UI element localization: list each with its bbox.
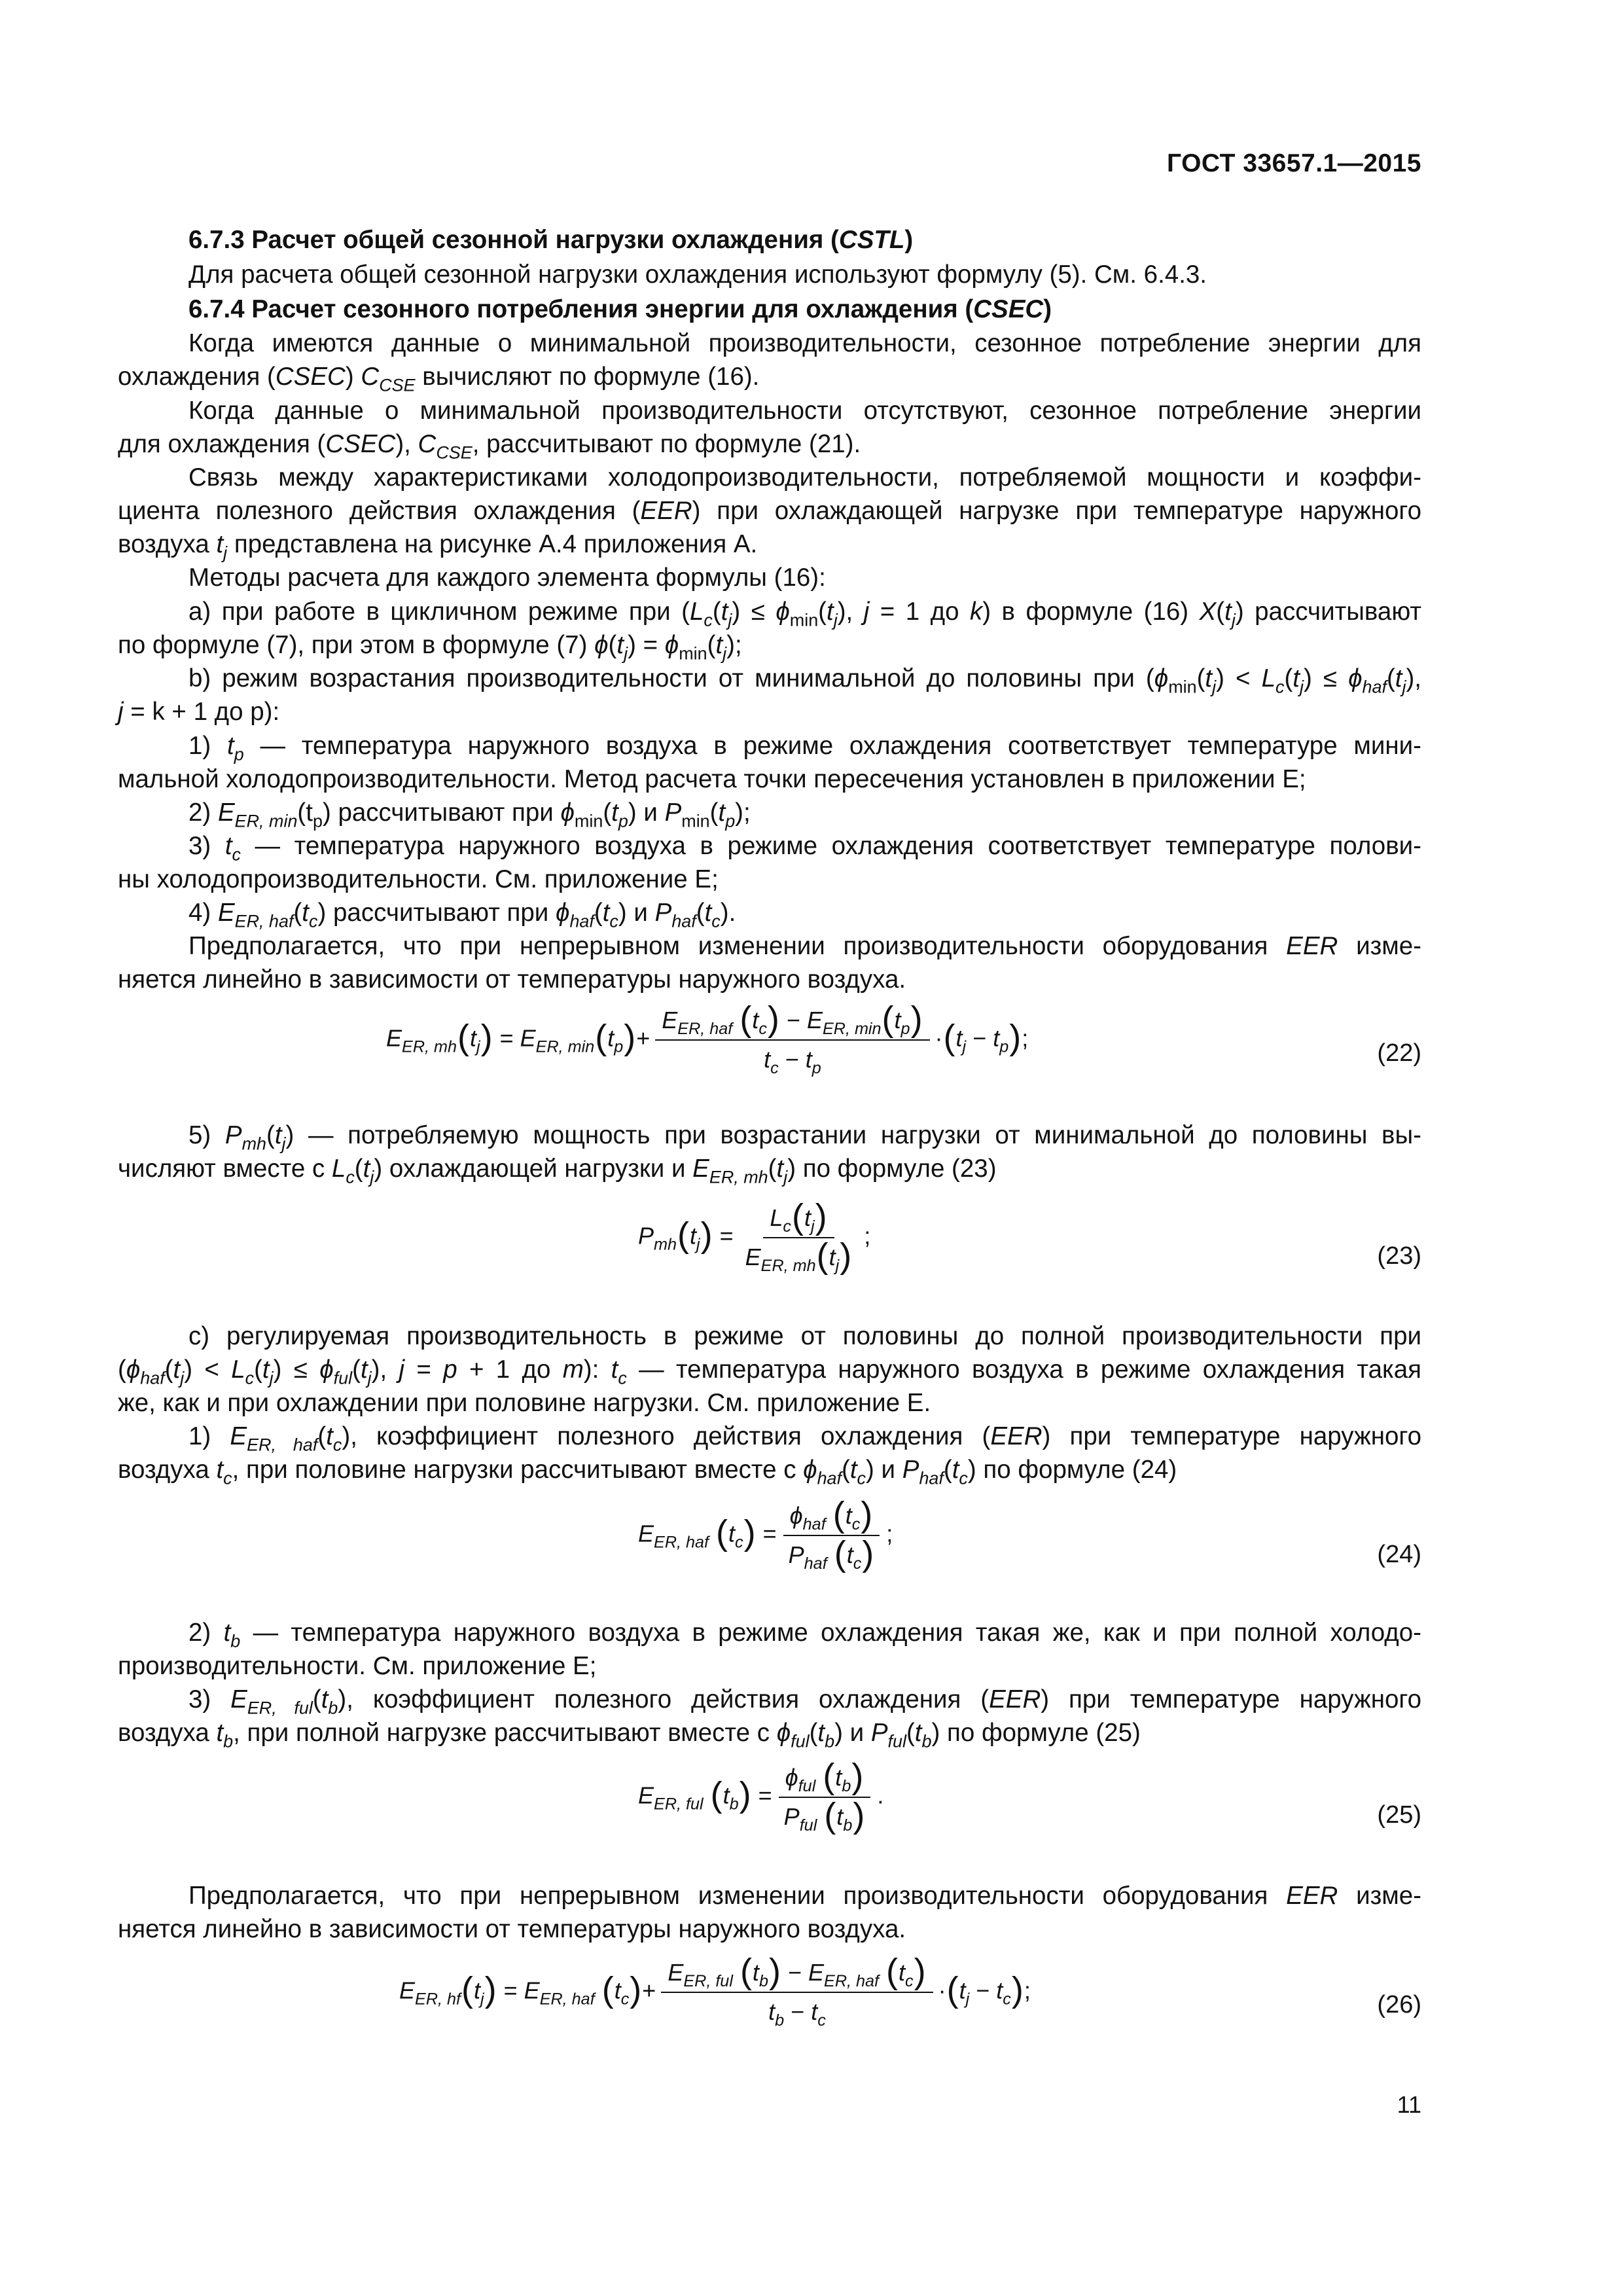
list-item: 1) $t_p$ — температура наружного воздуха в режиме охлаждения соответствует температуре мини- xyxy=(188,732,1421,764)
equation-number: (25) xyxy=(1377,1801,1421,1829)
paragraph-line: b) режим возрастания производительности от минимальной до половины при ($\phi_{min}(t_j) < L_c(t_j) \le \phi_{haf}(t_j)$, xyxy=(188,664,1421,697)
list-item-line: ны холодопроизводительности. См. приложение Е; xyxy=(118,865,719,893)
list-item-line: производительности. См. приложение Е; xyxy=(118,1652,597,1680)
list-item-line: воздуха $t_c$, при половине нагрузки рассчитывают вместе с $\phi_{haf}(t_c)$ и $P_{haf}(t_c)$ по формуле (24) xyxy=(118,1456,1177,1488)
paragraph-line: Когда данные о минимальной производительности отсутствуют, сезонное потребление энергии xyxy=(188,397,1421,425)
paragraph-line: а) при работе в цикличном режиме при ($L_c(t_j) \le \phi_{min}(t_j)$, j = 1 до k) в формуле (16) $X(t_j)$ рассчитывают xyxy=(188,598,1421,630)
equation-number: (24) xyxy=(1377,1541,1421,1568)
paragraph-line: j = k + 1 до p): xyxy=(118,698,280,726)
paragraph-line: Связь между характеристиками холодопроизводительности, потребляемой мощности и коэффи- xyxy=(188,463,1421,492)
equation-number: (23) xyxy=(1377,1242,1421,1270)
document-header: ГОСТ 33657.1—2015 xyxy=(1166,149,1421,177)
list-item-line: мальной холодопроизводительности. Метод расчета точки пересечения установлен в приложении Е; xyxy=(118,765,1306,793)
equation-number: (22) xyxy=(1377,1039,1421,1067)
section-6-7-4-title: 6.7.4 Расчет сезонного потребления энергии для охлаждения (CSEC) xyxy=(188,295,1052,323)
equation-25: $E_{ER, ful}$ $(t_b)$ = $\frac{\phi_{ful} (t_b)}{P_{ful} (t_b)}$ . xyxy=(638,1757,884,1835)
paragraph-line: по формуле (7), при этом в формуле (7) $\phi(t_j) = \phi_{min}(t_j)$; xyxy=(118,631,742,664)
paragraph-line: Когда имеются данные о минимальной производительности, сезонное потребление энергии для xyxy=(188,329,1421,357)
section-6-7-3-text: Для расчета общей сезонной нагрузки охлаждения используют формулу (5). См. 6.4.3. xyxy=(188,260,1207,289)
paragraph-line: же, как и при охлаждении при половине нагрузки. См. приложение Е. xyxy=(118,1389,931,1417)
paragraph-line: для охлаждения (CSEC), $C_{CSE}$, рассчитывают по формуле (21). xyxy=(118,430,861,463)
paragraph-line: охлаждения (CSEC) $C_{CSE}$ вычисляют по формуле (16). xyxy=(118,363,760,395)
page-number: 11 xyxy=(1397,2091,1421,2118)
equation-24: $E_{ER, haf}$ $(t_c)$ = $\frac{\phi_{haf} (t_c)}{P_{haf} (t_c)}$ ; xyxy=(638,1495,893,1573)
list-item-line: числяют вместе с $L_c(t_j)$ охлаждающей нагрузки и $E_{ER, mh}(t_j)$ по формуле (23) xyxy=(118,1155,997,1187)
paragraph-line: циента полезного действия охлаждения (EER) при охлаждающей нагрузке при температуре наружного xyxy=(118,497,1421,525)
paragraph-line: c) регулируемая производительность в режиме от половины до полной производительности при xyxy=(188,1322,1421,1350)
list-item: 2) $t_b$ — температура наружного воздуха в режиме охлаждения такая же, как и при полной холодо- xyxy=(188,1619,1421,1651)
list-item: 3) $t_c$ — температура наружного воздуха в режиме охлаждения соответствует температуре полови- xyxy=(188,832,1421,865)
list-item: 5) $P_{mh}(t_j)$ — потребляемую мощность при возрастании нагрузки от минимальной до половины вы- xyxy=(188,1121,1421,1154)
equation-26: $E_{ER, hf}(t_j) = E_{ER, haf}$ $(t_c)+$ $\frac{E_{ER, ful} (t_b) - E_{ER, haf} (t_c)}{t_b - t_c}$ $\cdot(t_j - t_c)$; xyxy=(399,1952,1031,2030)
paragraph-line: няется линейно в зависимости от температуры наружного воздуха. xyxy=(118,1915,906,1943)
list-item: 3) $E_{ER, ful}(t_b)$, коэффициент полезного действия охлаждения (EER) при температуре наружного xyxy=(188,1685,1421,1718)
paragraph-line: Предполагается, что при непрерывном изменении производительности оборудования EER изме- xyxy=(188,1882,1421,1910)
equation-22: $E_{ER, mh}(t_j) = E_{ER, min}(t_p)+$ $\frac{E_{ER, haf} (t_c) - E_{ER, min}(t_p)}{t_c - t_p}$ $\cdot(t_j - t_p)$; xyxy=(386,999,1029,1077)
equation-number: (26) xyxy=(1377,1991,1421,2018)
paragraph-line: воздуха $t_j$ представлена на рисунке А.4 приложения А. xyxy=(118,530,758,563)
list-item: 4) $E_{ER, haf}(t_c)$ рассчитывают при $\phi_{haf}(t_c)$ и $P_{haf}(t_c)$. xyxy=(188,899,736,931)
paragraph-line: Методы расчета для каждого элемента формулы (16): xyxy=(188,564,826,592)
list-item: 1) $E_{ER, haf}(t_c)$, коэффициент полезного действия охлаждения (EER) при температуре наружного xyxy=(188,1422,1421,1455)
list-item-line: воздуха $t_b$, при полной нагрузке рассчитывают вместе с $\phi_{ful}(t_b)$ и $P_{ful}(t_b)$ по формуле (25) xyxy=(118,1719,1141,1751)
paragraph-line: ($\phi_{haf}(t_j) < L_c(t_j) \le \phi_{ful}(t_j)$, j = p + 1 до m): $t_c$ — температура наружного воздуха в режиме охлаждения такая xyxy=(118,1355,1421,1388)
list-item: 2) $E_{ER, min}(t_p)$ рассчитывают при $\phi_{min}(t_p)$ и $P_{min}(t_p)$; xyxy=(188,798,751,831)
paragraph-line: Предполагается, что при непрерывном изменении производительности оборудования EER изме- xyxy=(188,932,1421,960)
section-6-7-3-title: 6.7.3 Расчет общей сезонной нагрузки охлаждения (CSTL) xyxy=(188,226,914,254)
equation-23: $P_{mh}(t_j)$ = $\frac{L_c(t_j)}{E_{ER, mh}(t_j)}$ ; xyxy=(638,1197,871,1276)
paragraph-line: няется линейно в зависимости от температуры наружного воздуха. xyxy=(118,965,906,994)
